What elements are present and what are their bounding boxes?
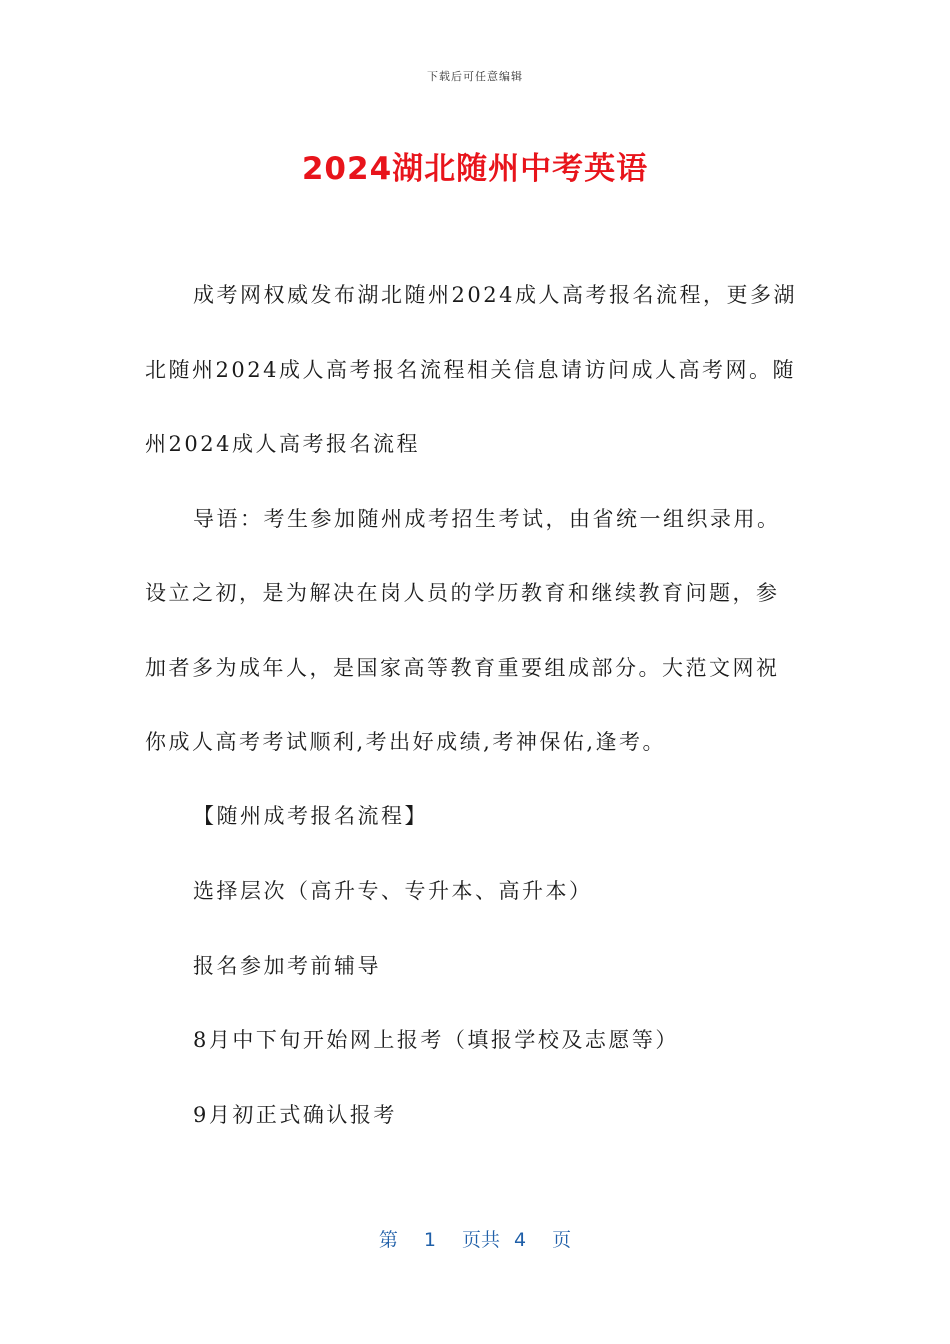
paragraph-line: 北随州2024成人高考报名流程相关信息请访问成人高考网。随 xyxy=(145,358,796,382)
footer-middle: 页共 xyxy=(461,1229,500,1251)
paragraph-line: 导语：考生参加随州成考招生考试，由省统一组织录用。 xyxy=(193,507,781,531)
paragraph-line: 设立之初，是为解决在岗人员的学历教育和继续教育问题，参 xyxy=(145,581,780,605)
paragraph-line: 加者多为成年人，是国家高等教育重要组成部分。大范文网祝 xyxy=(145,656,780,680)
document-title: 2024湖北随州中考英语 xyxy=(301,151,649,187)
page-footer xyxy=(0,1225,950,1252)
header-note: 下载后可任意编辑 xyxy=(427,70,523,83)
paragraph-line: 你成人高考考试顺利,考出好成绩,考神保佑,逢考。 xyxy=(145,730,667,754)
footer-prefix: 第 xyxy=(378,1229,398,1251)
total-pages-number: 4 xyxy=(514,1229,527,1251)
paragraph-line: 成考网权威发布湖北随州2024成人高考报名流程，更多湖 xyxy=(193,283,797,307)
list-item: 选择层次（高升专、专升本、高升本） xyxy=(193,879,593,903)
paragraph-line: 州2024成人高考报名流程 xyxy=(145,432,420,456)
list-item: 8月中下旬开始网上报考（填报学校及志愿等） xyxy=(193,1028,679,1052)
list-item: 报名参加考前辅导 xyxy=(193,954,381,978)
footer-suffix: 页 xyxy=(552,1229,572,1251)
current-page-number: 1 xyxy=(423,1229,436,1251)
section-heading: 【随州成考报名流程】 xyxy=(193,804,428,828)
list-item: 9月初正式确认报考 xyxy=(193,1103,397,1127)
